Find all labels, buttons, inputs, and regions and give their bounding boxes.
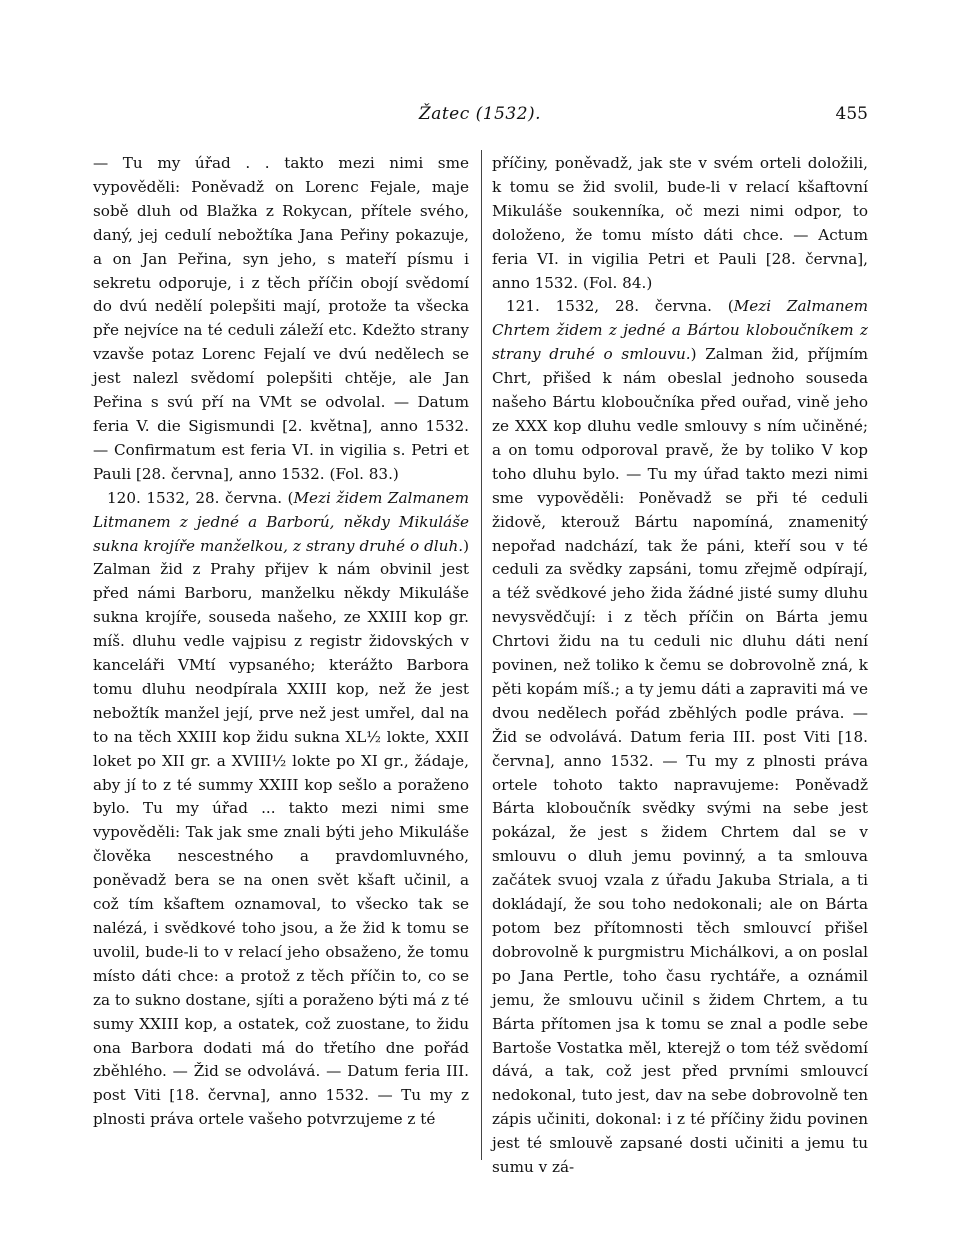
entry-121-body: ) Zalman žid, příjmím Chrt, přišed k nám obeslal jednoho souseda našeho Bártu kloboučníka před ouřad, vině jeho ze XXX kop dluhu vedle smlouvy s ním učiněné; a on tomu odporoval pravě, že by toliko V kop toho dluhu bylo. — Tu my úřad takto mezi nimi sme vypověděli: Poněvadž se při té ceduli židově, kterouž Bártu napomíná, znamenitý nepořad nadchází, tak že páni, kteří sou v té ceduli za svědky zapsáni, tomu zřejmě odpírají, a též svědkové jeho žida žádné jisté sumy dluhu nevysvědčují: i z těch příčin on Bárta jemu Chrtovi židu na tu ceduli nic dluhu dáti není povinen, než toliko k čemu se dobrovolně zná, k pěti kopám míš.; a ty jemu dáti a zapraviti má ve dvou nedělech pořád zběhlých podle práva. — Žid se odvolává. Datum feria III. post Viti [18. června], anno 1532. — Tu my z plnosti práva ortele tohoto takto napravujeme: Poněvadž Bárta kloboučník svědky svými na sebe jest pokázal, že jest s židem Chrtem dal se v smlouvu o dluh jemu povinný, a ta smlouva začátek svuoj vzala z úřadu Jakuba Striala, a ti dokládají, že sou toho nedokonali; ale on Bárta potom bez přítomnosti těch smlouvcí přišel dobrovolně k purgmistru Michálkovi, a on poslal po Jana Pertle, toho času rychtáře, a oznámil jemu, že smlouvu učinil s židem Chrtem, a tu Bárta přítomen jsa k tomu se znal a podle sebe Bartoše Vostatka měl, kterejž o tom též svědomí dává, a tak, což jest před prvními smlouvcí nedokonal, tuto jest, dav na sebe dobrovolně ten zápis učiniti, dokonal: i z té příčiny židu povinen jest té smlouvě zapsané dosti učiniti a jemu tu sumu v zá- (492, 345, 869, 1177)
right-column (492, 152, 868, 1180)
entry-120 (93, 487, 469, 1132)
entry-121-summary: Mezi Zalmanem Chrtem židem z jedné a Bártou kloboučníkem z strany druhé o smlouvu. (492, 297, 868, 364)
column-divider (481, 150, 482, 1160)
entry-120-summary: Mezi židem Zalmanem Litmanem z jedné a Barború, někdy Mikuláše sukna krojíře manželkou, z strany druhé o dluh. (93, 488, 469, 555)
paragraph-continuation: příčiny, poněvadž, jak ste v svém orteli doložili, k tomu se žid svolil, bude-li v relací kšaftovní Mikuláše soukenníka, oč mezi nimi odpor, to doloženo, že tomu místo dáti chce. — Actum feria VI. in vigilia Petri et Pauli [28. června], anno 1532. (Fol. 84.) (492, 154, 868, 292)
entry-121 (492, 295, 868, 1180)
entry-121-heading: 121. 1532, 28. června. ( (506, 297, 734, 316)
entry-120-body: ) Zalman žid z Prahy přijev k nám obvinil jest před námi Barboru, manželku někdy Mikuláše sukna krojíře, souseda našeho, ze XXIII kop gr. míš. dluhu vedle vajpisu z registr židovských v kanceláři VMtí vypsaného; kterážto Barbora tomu dluhu neodpírala XXIII kop, než že jest nebožtík manžel její, prve než jest umřel, dal na to na těch XXIII kop židu sukna XL½ lokte, XXII loket po XII gr. a XVIII½ lokte po XI gr., žádaje, aby jí to z té summy XXIII kop sešlo a poraženo bylo. Tu my úřad ... takto mezi nimi sme vypověděli: Tak jak sme znali býti jeho Mikuláše člověka nescestného a pravdomluvného, poněvadž bera se na onen svět kšaft učinil, a což tím kšaftem oznamoval, to všecko tak se nalézá, i svědkové toho jsou, a že žid k tomu se uvolil, bude-li to v relací jeho obsaženo, že tomu místo dáti chce: a protož z těch příčin to, co se za to sukno dostane, sjíti a poraženo býti má z té sumy XXIII kop, a ostatek, což zuostane, to židu ona Barbora dodati má do třetího dne pořád zběhlého. — Žid se odvolává. — Datum feria III. post Viti [18. června], anno 1532. — Tu my z plnosti práva ortele vašeho potvrzujeme z té (93, 536, 469, 1129)
page-number: 455 (835, 104, 868, 124)
paragraph-continuation: — Tu my úřad . . takto mezi nimi sme vypověděli: Poněvadž on Lorenc Fejale, maje sobě dluh od Blažka z Rokycan, přítele svého, daný, jej cedulí nebožtíka Jana Peřiny pokazuje, a on Jan Peřina, syn jeho, s mateří písmu i sekretu odporuje, i z těch příčin obojí svědomí do dvú nedělí polepšiti mají, protože ta všecka pře nejvíce na té ceduli záleží etc. Kdežto strany vzavše potaz Lorenc Fejalí ve dvú nedělech se jest nalezl svědomí polepšiti chtěje, ale Jan Peřina s svú pří na VMt se odvolal. — Datum feria V. die Sigismundi [2. května], anno 1532. — Confirmatum est feria VI. in vigilia s. Petri et Pauli [28. června], anno 1532. (Fol. 83.) (93, 154, 469, 483)
entry-120-heading: 120. 1532, 28. června. ( (107, 488, 294, 507)
left-column (93, 152, 469, 1132)
running-title: Žatec (1532). (418, 104, 542, 124)
